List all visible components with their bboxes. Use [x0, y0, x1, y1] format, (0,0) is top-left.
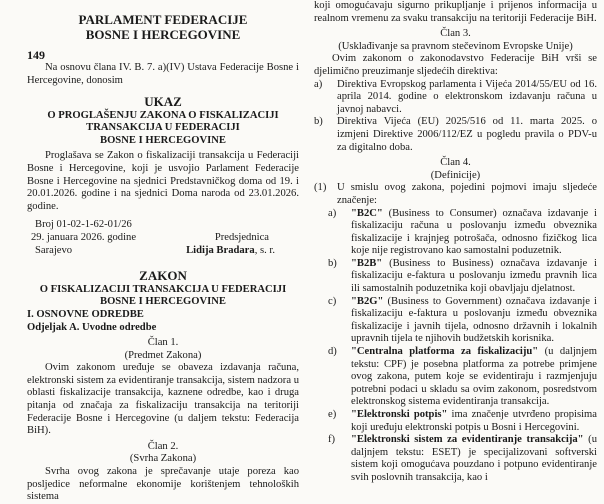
list-text: Direktiva Evropskog parlamenta i Vijeća 2014/55/EU od 16. aprila 2014. godine o elektronskom izdavanju računa u javnoj nabavci. — [337, 78, 597, 115]
article-2-body: Svrha ovog zakona je sprečavanje utaje poreza kao posljedice neformalne ekonomije korištenjem tehnoloških sistema — [27, 466, 299, 503]
definition-term: "Elektronski potpis" — [351, 409, 448, 420]
signer-suffix: , s. r. — [254, 244, 275, 256]
definition-text: (Business to Business) označava izdavanje i fiskalizaciju e-faktura u poslovanju između pravnih lica ili samostalnih poduzetnika koji obavljaju djelatnost. — [351, 257, 597, 295]
article-1-heading: Član 1. — [147, 337, 179, 349]
right-column — [314, 0, 597, 485]
definition-marker: b) — [328, 257, 337, 269]
section-heading: Odjeljak A. Uvodne odredbe — [27, 321, 157, 333]
definition-marker: e) — [328, 409, 337, 420]
list-marker: b) — [314, 116, 323, 128]
definition-text: (Business to Consumer) označava izdavanje i fiskalizaciju računa u poslovanju između obveznika fiskalizacije i krajnjeg potrošača, odnosno fizičkog lica koje nije registrovano kao samostalni poduzetnik. — [351, 207, 597, 257]
definition-marker: a) — [328, 207, 337, 219]
definition-marker: c) — [328, 295, 337, 307]
zakon-subtitle-2: BOSNE I HERCEGOVINE — [100, 296, 226, 308]
definition-item — [314, 346, 597, 409]
definition-text: ima značenje utvrđeno propisima koji uređuju elektronski potpis u Bosni i Hercegovini. — [351, 409, 597, 433]
part-heading: I. OSNOVNE ODREDBE — [27, 308, 144, 320]
signer-block — [186, 245, 299, 258]
continued-paragraph: koji omogućavaju sigurno prikupljanje i prijenos informacija u realnom vremenu za svaku transakciju na teritoriji Federacije BiH. — [314, 0, 597, 24]
article-1-subheading: (Predmet Zakona) — [124, 349, 202, 361]
definition-term: "Elektronski sistem za evidentiranje transakcija" — [351, 434, 584, 446]
left-column — [27, 0, 299, 504]
ukaz-title: UKAZ — [144, 94, 182, 110]
definition-item — [314, 434, 597, 484]
definition-term: "Centralna platforma za fiskalizaciju" — [351, 346, 539, 358]
definitions-intro: U smislu ovog zakona, pojedini pojmovi imaju sljedeće značenje: — [337, 182, 597, 206]
article-3-subheading: (Usklađivanje sa pravnom stečevinom Evropske Unije) — [338, 40, 573, 52]
list-marker: a) — [314, 78, 323, 90]
list-text: Direktiva Vijeća (EU) 2025/516 od 11. marta 2025. o izmjeni Direktive 2006/112/EZ u pogledu pravila o PDV-u za digitalno doba. — [337, 116, 597, 153]
reference-number: Broj 01-02-1-62-01/26 — [35, 219, 132, 231]
definition-text: (Business to Government) označava izdavanje i fiskalizaciju e-faktura u poslovanju između obveznika fiskalizacije i javnih tijela, odnosno državnih i lokalnih upravnih tijela te njihovih budžetskih korisnika. — [351, 295, 597, 345]
signer-name: Lidija Bradara — [186, 244, 255, 256]
intro-paragraph: Na osnovu člana IV. B. 7. a)(IV) Ustava Federacije Bosne i Hercegovine, donosim — [27, 62, 299, 86]
definition-term: "B2G" — [351, 295, 384, 307]
definition-term: "B2B" — [351, 257, 383, 269]
signing-place: Sarajevo — [35, 244, 73, 256]
definition-item — [314, 208, 597, 258]
list-item — [314, 79, 597, 117]
definition-term: "B2C" — [351, 207, 383, 219]
definition-item — [314, 296, 597, 346]
ukaz-subtitle-3: BOSNE I HERCEGOVINE — [100, 134, 226, 146]
signing-date: 29. januara 2026. godine — [31, 232, 137, 244]
ukaz-body: Proglašava se Zakon o fiskalizaciji transakcija u Federaciji Bosne i Hercegovine, koji je usvojio Parlament Federacije Bosne i Hercegovine na sjednici Predstavničkog doma od 19. i 20.01.2026. godine i na sjednici Doma naroda od 23.01.2026. godine. — [27, 150, 299, 212]
definition-marker: d) — [328, 346, 337, 358]
definition-item — [314, 409, 597, 434]
paragraph-marker: (1) — [314, 182, 327, 194]
article-2-heading: Član 2. — [147, 440, 179, 452]
article-3-body: Ovim zakonom o zakonodavstvo Federacije BiH vrši se djelimično preuzimanje sljedećih direktiva: — [314, 53, 597, 77]
ukaz-subtitle-1: O PROGLAŠENJU ZAKONA O FISKALIZACIJI — [47, 109, 279, 121]
parliament-header: PARLAMENT FEDERACIJE — [78, 12, 248, 27]
article-1-body: Ovim zakonom uređuje se obaveza izdavanja računa, elektronski sistem za evidentiranje transakcija, sistem nadzora u oblasti fiskalizacije transakcija, kaznene odredbe, kao i druga pitanja od značaja za fiskalizaciju transakcija na teritoriji Federacije Bosne i Hercegovine (u daljem tekstu: Federacija BiH). — [27, 362, 299, 437]
definition-text: (u daljnjem tekstu: CPF) je posebna platforma za potrebe primjene ovog zakona, putem koje se evidentiraju i razmjenjuju potrebni podaci u skladu sa ovim zakonom, posredstvom elektronskog sistema evidentiranja transakcija. — [351, 346, 597, 408]
list-item — [314, 116, 597, 154]
definition-marker: f) — [328, 434, 336, 446]
zakon-title: ZAKON — [139, 268, 187, 284]
article-2-subheading: (Svrha Zakona) — [129, 453, 197, 465]
definition-item — [314, 258, 597, 296]
act-number: 149 — [27, 48, 45, 62]
parliament-header-line2: BOSNE I HERCEGOVINE — [85, 26, 241, 42]
zakon-subtitle-1: O FISKALIZACIJI TRANSAKCIJA U FEDERACIJI — [39, 283, 287, 295]
article-4-subheading: (Definicije) — [430, 169, 481, 181]
article-4-heading: Član 4. — [440, 157, 471, 169]
signer-role: Predsjednica — [214, 232, 269, 244]
article-3-heading: Član 3. — [440, 28, 471, 40]
definitions-paragraph — [314, 182, 597, 207]
ukaz-subtitle-2: TRANSAKCIJA U FEDERACIJI — [86, 122, 240, 134]
definition-text: (u daljnjem tekstu: ESET) je specijalizovani softverski sistem koji omogućava pouzdano i potpuno evidentiranje svih poslovnih transakcija, kao i — [351, 434, 597, 483]
